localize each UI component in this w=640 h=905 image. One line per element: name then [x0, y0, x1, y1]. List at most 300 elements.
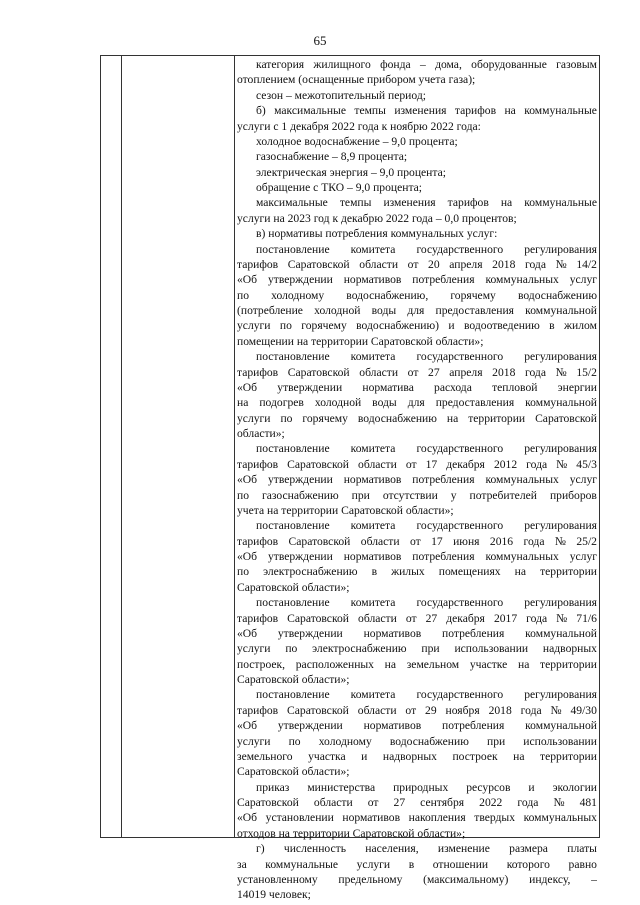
text-line [237, 441, 597, 456]
word: построек, [237, 657, 286, 671]
word: от [405, 457, 417, 471]
word: использовании [454, 642, 529, 656]
word: постановление [256, 242, 330, 256]
word: услуги [356, 857, 391, 871]
word: июня [453, 534, 480, 548]
text-line-content: сезон – межотопительный период; [256, 88, 426, 102]
word: от [407, 365, 419, 379]
word: тарифов [237, 534, 279, 548]
word: Саратовской [287, 611, 350, 625]
word: жилищного [313, 58, 371, 71]
word: на [384, 657, 397, 671]
word: твердых [474, 811, 515, 825]
word: предоставления [435, 304, 515, 317]
word: № [556, 457, 568, 471]
word: государственного [416, 242, 504, 256]
word: утверждении [277, 626, 343, 640]
word: утверждении [267, 273, 333, 287]
word: года [525, 257, 546, 271]
text-line-content: 14019 человек; [237, 888, 311, 902]
text-line-content: холодное водоснабжение – 9,0 процента; [256, 134, 458, 148]
word: ресурсов [466, 780, 511, 794]
word: в [549, 319, 555, 333]
word: тепловой [492, 380, 538, 394]
word: «Об [237, 626, 258, 640]
word: года [525, 365, 546, 379]
word: коммунальных [485, 473, 559, 487]
word: водоотведению [464, 319, 540, 333]
word: государственного [416, 519, 504, 533]
text-line [237, 749, 597, 764]
word: 27 [428, 365, 440, 379]
word: комитета [350, 242, 396, 256]
word: водоснабжению) [356, 319, 440, 333]
word: коммунальной [525, 304, 597, 317]
text-line [237, 503, 597, 518]
word: комитета [350, 442, 396, 456]
text-line [237, 288, 597, 303]
text-line [237, 780, 597, 795]
word: газовым [556, 58, 597, 71]
text-line-content: Саратовской области»; [237, 673, 350, 686]
word: постановление [256, 596, 330, 610]
word: водоснабжению [517, 288, 597, 302]
word: 45/3 [576, 457, 597, 471]
word: комитета [350, 519, 396, 533]
word: области [358, 457, 397, 471]
word: «Об [237, 473, 258, 487]
word: от [405, 611, 417, 625]
word: 2018 [492, 257, 516, 271]
word: года [526, 457, 548, 471]
word: на [504, 104, 516, 118]
word: услуги [237, 642, 271, 656]
word: тарифов [447, 196, 489, 210]
word: отношении [432, 857, 489, 871]
word: от [409, 534, 421, 548]
word: коммунальных [485, 273, 559, 287]
word: территории [468, 411, 526, 425]
word: регулирования [524, 242, 597, 256]
word: регулирования [524, 519, 597, 533]
text-line [237, 226, 597, 241]
word: изменение [437, 842, 490, 856]
word: услуг [569, 273, 597, 287]
word: и [528, 780, 535, 794]
word: горячему [450, 288, 496, 302]
word: года [526, 611, 548, 625]
word: нормативов [343, 550, 402, 563]
word: услуги [237, 734, 271, 748]
word: государственного [416, 596, 504, 610]
text-line [237, 365, 597, 380]
word: постановление [256, 519, 330, 533]
word: утверждении [267, 550, 333, 563]
word: услуг [569, 550, 597, 563]
word: в [408, 857, 415, 871]
text-line [237, 657, 597, 672]
word: (потребление [237, 304, 303, 317]
word: максимальные [274, 104, 346, 118]
word: от [407, 257, 419, 271]
word: услуги [237, 319, 271, 333]
word: установленному [237, 872, 318, 886]
word: коммунальных [485, 550, 559, 563]
document-table [100, 55, 600, 902]
word: тарифов [237, 457, 279, 471]
word: населения, [365, 842, 419, 856]
word: темпы [339, 196, 372, 210]
word: надворных [382, 749, 437, 763]
word: на [517, 657, 530, 671]
text-line-content: учета на территории Саратовской области»; [237, 503, 454, 517]
word: тарифов [454, 104, 497, 118]
column-divider-2 [234, 56, 235, 837]
word: по [237, 565, 250, 579]
word: воды [371, 304, 397, 317]
word: нормативов [363, 626, 422, 640]
text-line [237, 411, 597, 426]
text-line [237, 687, 597, 702]
text-line [237, 57, 597, 72]
word: коммунальные [524, 104, 597, 118]
word: 27 [425, 611, 438, 625]
word: коммунальных [523, 811, 597, 825]
word: 2012 [493, 457, 518, 471]
word: на [513, 749, 525, 763]
word: 2018 [488, 703, 512, 717]
word: Саратовской [237, 796, 299, 809]
word: № [553, 796, 565, 809]
text-line-content: помещении на территории Саратовской области»; [237, 334, 484, 348]
text-line [237, 826, 597, 841]
word: по [237, 288, 250, 302]
text-line [237, 165, 597, 180]
word: регулирования [524, 688, 597, 702]
text-line [237, 595, 597, 610]
page-number: 65 [313, 33, 327, 48]
word: воды [372, 396, 397, 410]
text-line [237, 810, 597, 825]
word: комитета [350, 596, 396, 610]
word: потребителей [469, 488, 537, 502]
text-line [237, 641, 597, 656]
word: постановление [256, 442, 330, 456]
word: категория [256, 58, 305, 71]
text-line [237, 734, 597, 749]
word: б) [256, 104, 266, 118]
word: за [237, 857, 247, 871]
text-line [237, 887, 597, 902]
text-line [237, 472, 597, 487]
text-line [237, 626, 597, 641]
text-line [237, 134, 597, 149]
word: темпы [354, 104, 386, 118]
word: электроснабжению [312, 642, 407, 656]
word: расположенных [295, 657, 374, 671]
word: регулирования [524, 596, 597, 610]
text-line [237, 334, 597, 349]
text-line [237, 88, 597, 103]
word: тарифов [237, 611, 279, 625]
word: размера [509, 842, 548, 856]
text-line [237, 272, 597, 287]
word: коммунальной [525, 719, 597, 733]
word: приборов [549, 488, 597, 502]
text-line [237, 119, 597, 134]
word: комитета [350, 350, 396, 364]
word: постановление [256, 350, 330, 364]
word: на [514, 565, 527, 579]
word: установлении [265, 811, 334, 825]
text-line-content: обращение с ТКО – 9,0 процента; [256, 181, 423, 194]
word: нормативов [343, 473, 402, 487]
word: коммунальные [265, 857, 339, 871]
text-line-content: Саратовской области»; [237, 580, 350, 594]
text-line [237, 872, 597, 887]
text-line [237, 457, 597, 472]
word: расхода [434, 380, 472, 394]
word: которого [506, 857, 550, 871]
word: 2016 [489, 534, 514, 548]
word: утверждении [267, 473, 333, 487]
word: постановление [256, 688, 330, 702]
word: г) [256, 842, 265, 856]
word: 14/2 [576, 257, 597, 271]
word: для [407, 304, 425, 317]
word: Саратовской [288, 534, 351, 548]
word: жилых [391, 565, 425, 579]
word: у [450, 488, 457, 502]
text-line [237, 795, 597, 810]
word: изменения [383, 196, 436, 210]
word: тарифов [237, 365, 279, 379]
text-line [237, 318, 597, 333]
word: области [359, 365, 399, 379]
word: 49/30 [570, 703, 597, 717]
text-line-content: области»; [237, 427, 285, 440]
word: государственного [416, 350, 504, 364]
word: предоставления [435, 396, 515, 410]
word: государственного [416, 442, 504, 456]
text-line [237, 549, 597, 564]
text-line [237, 426, 597, 441]
text-line-content: газоснабжение – 8,9 процента; [256, 150, 408, 164]
word: услуги [237, 411, 271, 425]
word: численность [283, 842, 346, 856]
word: энергии [557, 380, 597, 394]
word: – [419, 58, 426, 71]
word: на [500, 196, 513, 210]
word: Саратовской [535, 411, 597, 425]
word: 20 [428, 257, 440, 271]
word: жилом [564, 319, 597, 333]
word: года [520, 703, 542, 717]
word: по [280, 411, 293, 425]
word: Саратовской [287, 457, 350, 471]
word: года [517, 796, 539, 809]
word: максимальные [256, 196, 328, 210]
text-line [237, 303, 597, 318]
word: от [367, 796, 379, 809]
word: Саратовской [287, 365, 350, 379]
word: земельном [406, 657, 460, 671]
word: регулирования [524, 350, 597, 364]
table-text-cell [237, 57, 597, 903]
word: горячему [301, 319, 347, 333]
word: нормативов [342, 811, 401, 825]
word: (максимальному) [423, 872, 509, 886]
word: территории [540, 749, 597, 763]
text-line [237, 580, 597, 595]
word: апреля [449, 365, 483, 379]
word: нормативов [363, 719, 422, 733]
word: 2017 [493, 611, 518, 625]
word: при [351, 488, 370, 502]
word: декабря [446, 457, 485, 471]
word: 17 [431, 534, 443, 548]
word: 2018 [492, 365, 516, 379]
word: платы [567, 842, 597, 856]
word: участке [469, 657, 508, 671]
word: декабря [446, 611, 485, 625]
word: № [550, 703, 562, 717]
word: природных [393, 780, 449, 794]
word: регулирования [524, 442, 597, 456]
text-line [237, 380, 597, 395]
word: построек [452, 749, 498, 763]
text-line-content: услуги с 1 декабря 2022 года к ноябрю 2022 года: [237, 119, 481, 133]
word: накопления [408, 811, 466, 825]
word: надворных [542, 642, 597, 656]
word: «Об [237, 550, 258, 563]
word: «Об [237, 719, 258, 733]
word: «Об [237, 811, 258, 825]
word: при [486, 734, 506, 748]
word: холодному [271, 288, 325, 302]
word: области [359, 257, 399, 271]
word: Саратовской [287, 257, 350, 271]
word: области [358, 611, 397, 625]
word: для [407, 396, 425, 410]
word: на [237, 396, 249, 410]
text-line [237, 195, 597, 210]
text-line [237, 242, 597, 257]
text-line [237, 149, 597, 164]
word: электроснабжению [263, 565, 358, 579]
word: Саратовской [287, 703, 349, 717]
text-line [237, 395, 597, 410]
word: коммунальной [525, 396, 597, 410]
word: оборудованные [471, 58, 547, 71]
word: потребления [412, 550, 475, 563]
text-line [237, 180, 597, 195]
column-divider-1 [121, 56, 122, 837]
word: от [405, 703, 417, 717]
word: изменения [394, 104, 447, 118]
word: «Об [237, 273, 258, 287]
word: дома, [435, 58, 462, 71]
word: ноября [445, 703, 480, 717]
text-line [237, 857, 597, 872]
word: потребления [442, 719, 505, 733]
text-line [237, 564, 597, 579]
word: 29 [425, 703, 437, 717]
word: подогрев [259, 396, 304, 410]
word: № [555, 365, 567, 379]
word: утверждении [277, 719, 343, 733]
word: норматива [362, 380, 414, 394]
word: 17 [425, 457, 438, 471]
word: № [554, 534, 566, 548]
text-line [237, 257, 597, 272]
word: участка [308, 749, 346, 763]
word: года [523, 534, 545, 548]
word: апреля [449, 257, 483, 271]
word: по [285, 642, 298, 656]
text-line-content: отходов на территории Саратовской области»; [237, 826, 466, 840]
word: тарифов [237, 703, 279, 717]
word: услуг [569, 473, 597, 487]
word: равно [568, 857, 597, 871]
text-line-content: услуги на 2023 год к декабрю 2022 года – 0,0 процентов; [237, 211, 517, 225]
text-line [237, 841, 597, 856]
word: и [448, 319, 455, 333]
word: № [556, 611, 568, 625]
text-line [237, 103, 597, 118]
word: потребления [412, 473, 475, 487]
word: 27 [393, 796, 406, 809]
word: 15/2 [576, 365, 597, 379]
text-line [237, 764, 597, 779]
word: коммунальные [524, 196, 597, 210]
word: отсутствии [382, 488, 438, 502]
word: области [357, 703, 397, 717]
word: области [360, 534, 400, 548]
word: индексу, [529, 872, 571, 886]
word: холодной [314, 396, 362, 410]
text-line [237, 488, 597, 503]
word: № [555, 257, 567, 271]
text-line [237, 518, 597, 533]
word: 25/2 [576, 534, 597, 548]
word: – [591, 872, 597, 886]
word: при [421, 642, 440, 656]
word: 71/6 [576, 611, 597, 625]
word: приказ [256, 780, 290, 794]
word: использовании [523, 734, 597, 748]
word: холодному [318, 734, 372, 748]
word: на [446, 411, 459, 425]
text-line [237, 349, 597, 364]
text-line [237, 672, 597, 687]
word: территории [540, 657, 597, 671]
text-line [237, 611, 597, 626]
text-line-content: в) нормативы потребления коммунальных услуг: [256, 227, 498, 241]
text-line-content: отоплением (оснащенные прибором учета газа); [237, 73, 476, 87]
word: потребления [442, 626, 505, 640]
word: государственного [416, 688, 504, 702]
word: сентября [420, 796, 465, 809]
word: экологии [552, 780, 597, 794]
word: комитета [350, 688, 396, 702]
word: по [288, 734, 301, 748]
word: области [313, 796, 353, 809]
text-line [237, 72, 597, 87]
text-line [237, 534, 597, 549]
word: предельному [338, 872, 403, 886]
word: тарифов [237, 257, 279, 271]
